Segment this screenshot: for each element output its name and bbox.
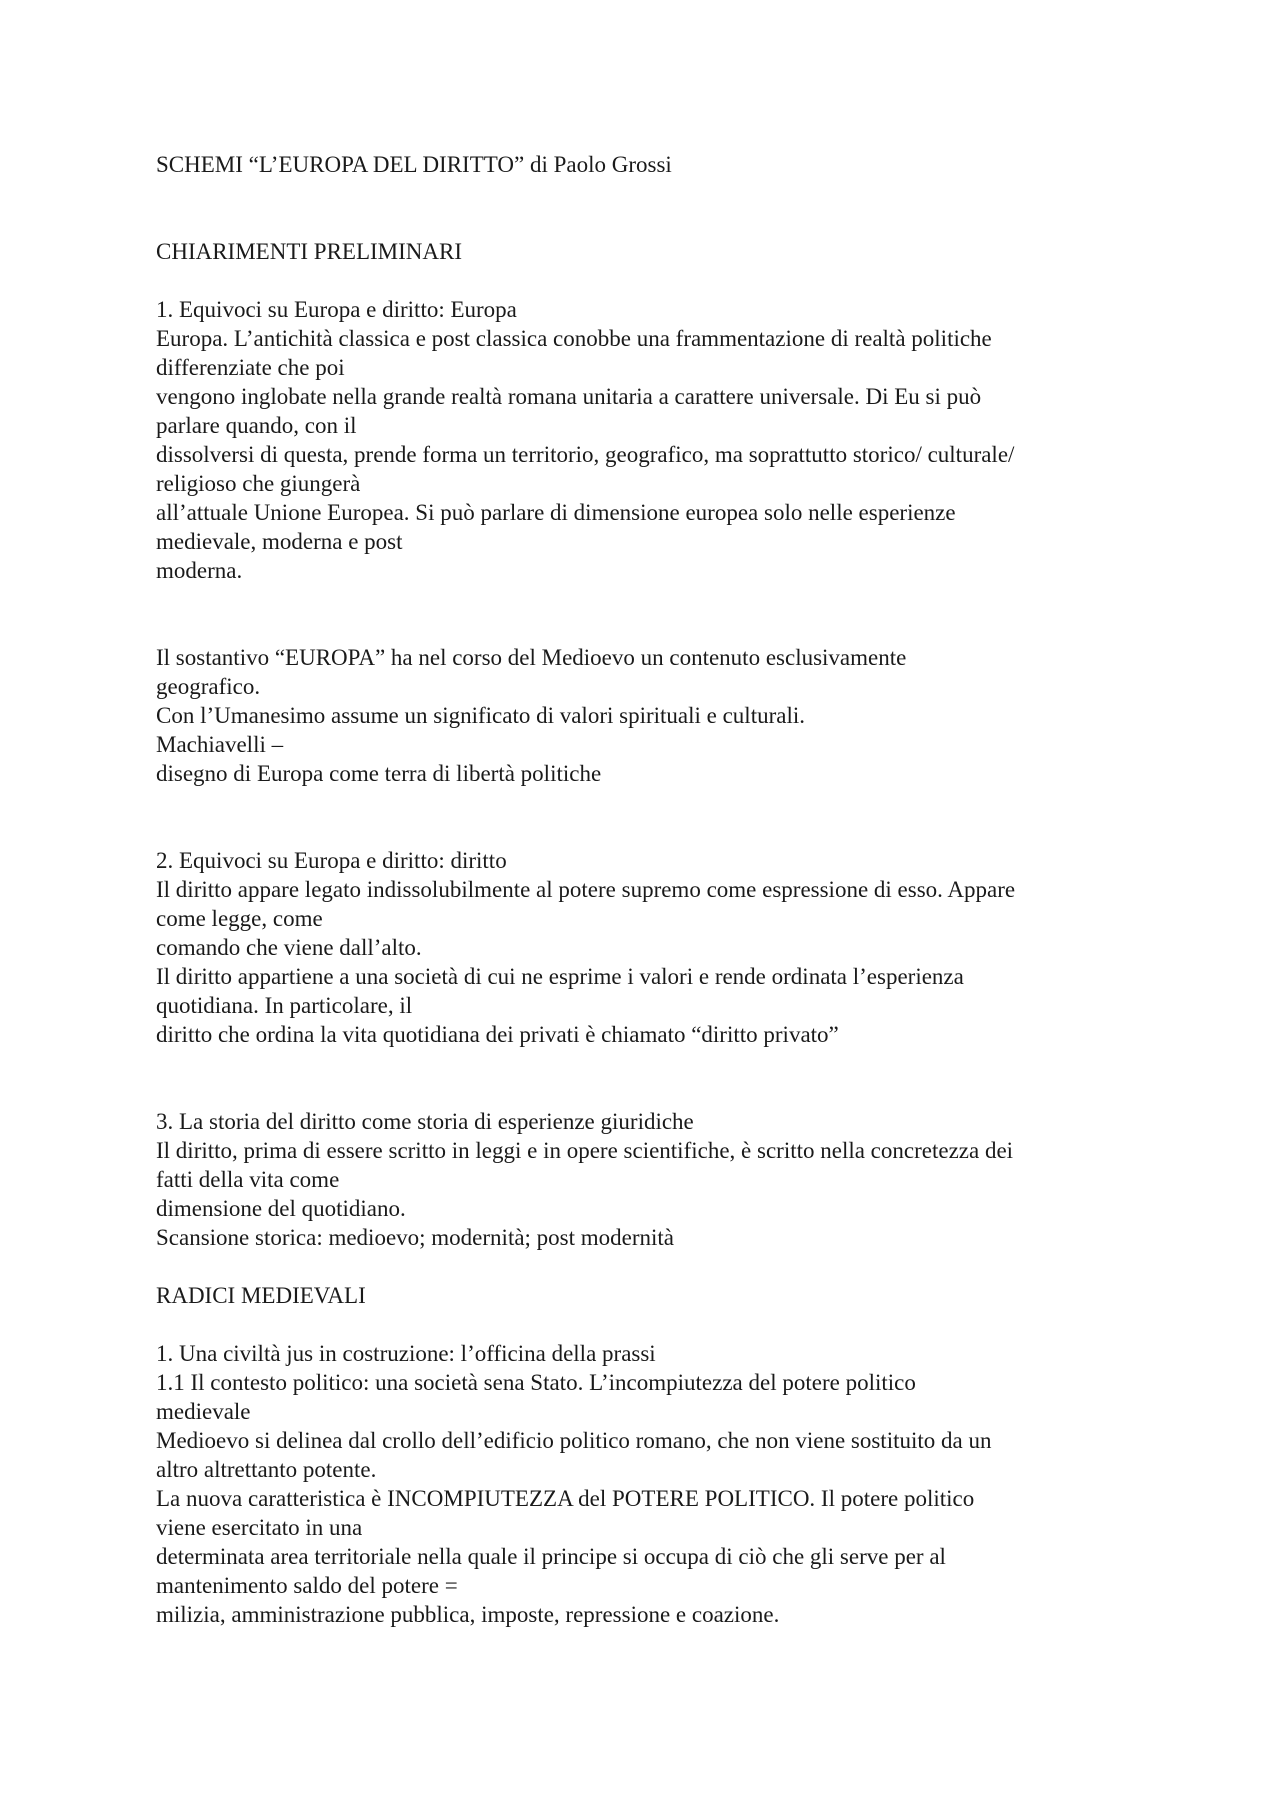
text-line: comando che viene dall’alto.	[156, 935, 422, 960]
text-line: geografico.	[156, 674, 261, 699]
text-line: all’attuale Unione Europea. Si può parlare di dimensione europea solo nelle esperienze	[156, 500, 956, 525]
text-line: medievale	[156, 1399, 251, 1424]
text-line: viene esercitato in una	[156, 1515, 363, 1540]
text-line: fatti della vita come	[156, 1167, 340, 1192]
text-line: Europa. L’antichità classica e post classica conobbe una frammentazione di realtà politiche	[156, 326, 992, 351]
subsection-heading: 2. Equivoci su Europa e diritto: diritto	[156, 848, 507, 873]
section-heading-chiarimenti: CHIARIMENTI PRELIMINARI	[156, 239, 463, 264]
text-line: dissolversi di questa, prende forma un territorio, geografico, ma soprattutto storico/ culturale/	[156, 442, 1015, 467]
text-line: medievale, moderna e post	[156, 529, 403, 554]
section-heading-radici: RADICI MEDIEVALI	[156, 1283, 366, 1308]
text-line: religioso che giungerà	[156, 471, 361, 496]
section-radici-body	[156, 1339, 1156, 1629]
text-line: mantenimento saldo del potere =	[156, 1573, 458, 1598]
text-line: Il diritto appare legato indissolubilmente al potere supremo come espressione di esso. Appare	[156, 877, 1016, 902]
subsection-storia-diritto	[156, 1107, 1156, 1252]
text-line: 1.1 Il contesto politico: una società sena Stato. L’incompiutezza del potere politico	[156, 1370, 916, 1395]
document-title: SCHEMI “L’EUROPA DEL DIRITTO” di Paolo Grossi	[156, 152, 672, 177]
text-line: Con l’Umanesimo assume un significato di valori spirituali e culturali.	[156, 703, 805, 728]
text-line: milizia, amministrazione pubblica, imposte, repressione e coazione.	[156, 1602, 780, 1627]
text-line: Machiavelli –	[156, 732, 284, 757]
text-line: quotidiana. In particolare, il	[156, 993, 413, 1018]
text-line: moderna.	[156, 558, 243, 583]
text-line: dimensione del quotidiano.	[156, 1196, 406, 1221]
subsection-heading: 1. Equivoci su Europa e diritto: Europa	[156, 297, 517, 322]
text-line: diritto che ordina la vita quotidiana dei privati è chiamato “diritto privato”	[156, 1022, 839, 1047]
document-page	[156, 150, 1156, 1629]
text-line: differenziate che poi	[156, 355, 345, 380]
text-line: come legge, come	[156, 906, 323, 931]
text-line: altro altrettanto potente.	[156, 1457, 377, 1482]
text-line: Il sostantivo “EUROPA” ha nel corso del Medioevo un contenuto esclusivamente	[156, 645, 907, 670]
text-line: Il diritto appartiene a una società di cui ne esprime i valori e rende ordinata l’esperienza	[156, 964, 964, 989]
subsection-diritto	[156, 846, 1156, 1049]
text-line: parlare quando, con il	[156, 413, 357, 438]
subsection-heading: 3. La storia del diritto come storia di esperienze giuridiche	[156, 1109, 694, 1134]
text-line: disegno di Europa come terra di libertà politiche	[156, 761, 602, 786]
text-line: Scansione storica: medioevo; modernità; post modernità	[156, 1225, 675, 1250]
text-line: La nuova caratteristica è INCOMPIUTEZZA del POTERE POLITICO. Il potere politico	[156, 1486, 975, 1511]
subsection-europa	[156, 295, 1156, 585]
text-line: determinata area territoriale nella quale il principe si occupa di ciò che gli serve per al	[156, 1544, 946, 1569]
text-line: 1. Una civiltà jus in costruzione: l’officina della prassi	[156, 1341, 656, 1366]
text-line: Il diritto, prima di essere scritto in leggi e in opere scientifiche, è scritto nella concretezza dei	[156, 1138, 1014, 1163]
text-line: vengono inglobate nella grande realtà romana unitaria a carattere universale. Di Eu si può	[156, 384, 982, 409]
paragraph-europa-term	[156, 643, 1156, 788]
text-line: Medioevo si delinea dal crollo dell’edificio politico romano, che non viene sostituito da un	[156, 1428, 992, 1453]
